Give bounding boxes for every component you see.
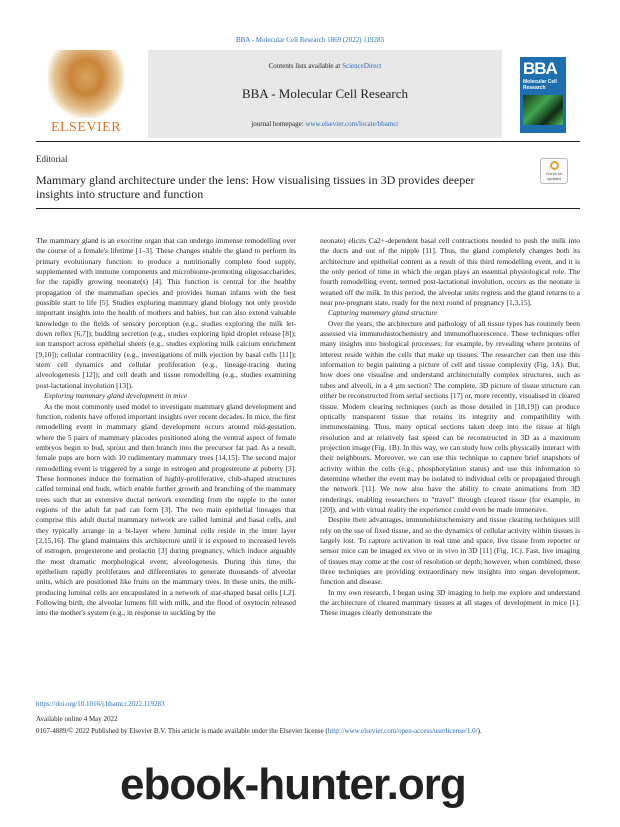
elsevier-wordmark: ELSEVIER <box>50 120 122 135</box>
article-type: Editorial <box>36 154 68 164</box>
check-for-updates-badge[interactable]: Check for updates <box>540 158 568 184</box>
article-title: Mammary gland architecture under the lens: How visualising tissues in 3D provides deeper insights into structure and function <box>36 173 475 201</box>
elsevier-logo <box>36 50 136 138</box>
cover-image <box>523 95 563 125</box>
body-paragraph: In my own research, I began using 3D imaging to help me explore and understand the architecture of cleared mammary tissues at all stages of development in mice [1]. These images clearly demonstrate the <box>320 587 580 618</box>
body-column-right <box>320 236 580 619</box>
body-column-left <box>36 236 296 619</box>
journal-title: BBA - Molecular Cell Research <box>241 86 409 101</box>
copyright-line: 0167-4889/© 2022 Published by Elsevier B.V. This article is made available under the Elsevier license (http://www.elsevier.com/open-access/userlicense/1.0/). <box>36 727 482 735</box>
license-link[interactable]: http://www.elsevier.com/open-access/userlicense/1.0/ <box>327 727 478 735</box>
body-paragraph: The mammary gland is an exocrine organ that can undergo immense remodelling over the course of a female's lifetime [1–3]. These changes enable the gland to perform its primary evolutionary function: to produce a nutritionally complete food supply, supplemented with immune components and microbiome-promoting oligosaccharides, for the rapidly growing neonate(s) [4]. This function is central for the healthy propagation of the mammalian species and provides human infants with the best possible start to life [5]. Studies exploring mammary gland biology not only provide important insights into the health of mothers and babies, but can also extend valuable knowledge to the fields of sensory perception (e.g., studies exploring the milk let-down reflex [6,7]); budding secretion (e.g., studies exploring lipid droplet release [8]); ion transport across epithelial sheets (e.g., studies exploring milk calcium enrichment [9,10]); cellular contractility (e.g., investigations of milk ejection by basal cells [11]); stem cell dynamics and cellular proliferation (e.g., lineage-tracing during alveologenesis [12]); and cell death and tissue remodelling (e.g., studies examining post-lactational involution [13]). <box>36 236 296 390</box>
updates-icon <box>550 161 559 170</box>
sciencedirect-link[interactable]: ScienceDirect <box>342 62 382 70</box>
running-header: BBA - Molecular Cell Research 1869 (2022) 119283 <box>235 36 385 44</box>
section-heading: Exploring mammary gland development in mice <box>44 391 188 401</box>
contents-available: Contents lists available at ScienceDirect <box>268 62 382 70</box>
body-paragraph: As the most commonly used model to investigate mammary gland development and function, rodents have offered important insights over recent decades. In mice, the first remodelling event in mammary gland development occurs around mid-gestation, where the 5 pairs of mammary placodes positioned along the ventral aspect of female embryos begin to bud, sprout and then branch into the precursor fat pad. As a result, female pups are born with 10 rudimentary mammary trees [14,15]. The second major remodelling event is triggered by a surge in estrogen and progesterone at puberty [3]. These hormones induce the formation of highly-proliferative, club-shaped structures called terminal end buds, which enable further growth and branching of the mammary trees such that an extensive ductal network extending from the nipple to the outer regions of the adult fat pad can form [3]. The two main epithelial lineages that comprise this adult ductal mammary network are called luminal and basal cells, and they typically arrange in a bi-layer where luminal cells reside in the inner layer [2,15,16]. The gland maintains this architecture until it is exposed to increased levels of estrogen, progesterone and prolactin [3] during pregnancy, which induce arguably the most dramatic morphological event; alveologenesis. During this time, the epithelium rapidly proliferates and differentiates to generate thousands of alveolar units, which are positioned like fruits on the mammary trees. In these units, the milk-producing luminal cells are encapsulated in a network of star-shaped basal cells [1,2]. Following birth, the alveolar lumens fill with milk, and the flood of oxytocin released into the mother's system (e.g., in response to suckling by the <box>36 401 296 618</box>
homepage-link[interactable]: www.elsevier.com/locate/bbamcr <box>305 120 399 128</box>
body-paragraph: Despite their advantages, immunohistochemistry and tissue clearing techniques still rely on the use of fixed tissue, and so the dynamics of cellular activity within tissues is largely lost. To capture activation in real time and space, live tissue from reporter or sensor mice can be imaged ex vivo or in vivo in 3D [11] (Fig. 1C). Fast, live imaging of tissues may come at the cost of resolution or depth; however, when combined, these three techniques are providing extraordinary new insights into organ development, function and disease. <box>320 515 580 587</box>
watermark: ebook-hunter.org <box>120 760 466 809</box>
available-online: Available online 4 May 2022 <box>36 715 118 723</box>
section-heading: Capturing mammary gland structure <box>328 308 438 318</box>
doi-link[interactable]: https://doi.org/10.1016/j.bbamcr.2022.119283 <box>36 700 165 708</box>
elsevier-tree-icon <box>48 50 124 118</box>
journal-cover <box>520 57 566 133</box>
cover-abbrev: BBA <box>523 59 557 78</box>
body-paragraph: Over the years, the architecture and pathology of all tissue types has routinely been assessed via immunohistochemistry and immunofluorescence. These techniques offer many insights into biological processes; for example, by revealing where proteins of interest reside within the cells that make up tissues. The researcher can then use this information to begin painting a picture of cell and tissue complexity (Fig. 1A). But, how does one visualise and understand architecturally complex structures, such as tubes and alveoli, in a 4 μm section? The complete, 3D picture of tissue structure can either be reconstructed from serial sections [17] or, more recently, visualised in cleared tissue. Modern clearing techniques (such as those detailed in [18,19]) can produce optically transparent tissue that retains its integrity and compatibility with immunostaining. Thus, many optical sections taken deep into the tissue at high resolution and at relatively fast speed can be reconstructed in 3D as a maximum projection image (Fig. 1B). In this way, we can study how cells physically interact with their neighbours. Moreover, we can use this technique to capture brief snapshots of activity within the cells (e.g., phosphorylation status) and use this information to determine whether the event may be isolated to individual cells or propagated through the network [11]. We now also have the ability to create animations from 3D renderings, enabling researchers to "travel" through cleared tissue (for example, in [20]), and with virtual reality the experience could even be made immersive. <box>320 318 580 514</box>
header-rule <box>36 141 580 142</box>
body-paragraph: neonate) elicits Ca2+-dependent basal cell contractions needed to push the milk into the ducts and out of the nipple [11]. Thus, the gland completely changes both its architecture and epithelial content as a result of this third remodelling event, and it is the only period of time in which the organ plays an essential physiological role. The fourth remodelling event, termed post-lactational involution, occurs as the neonate is weaned off the milk. In this period, the alveolar units regress and the gland returns to a near pre-pregnant state, ready for the next round of pregnancy [1,3,15]. <box>320 236 580 308</box>
cover-subtitle: Molecular Cell Research <box>523 79 557 91</box>
journal-homepage: journal homepage: www.elsevier.com/locate/bbamcr <box>251 120 399 128</box>
title-rule <box>36 208 580 209</box>
